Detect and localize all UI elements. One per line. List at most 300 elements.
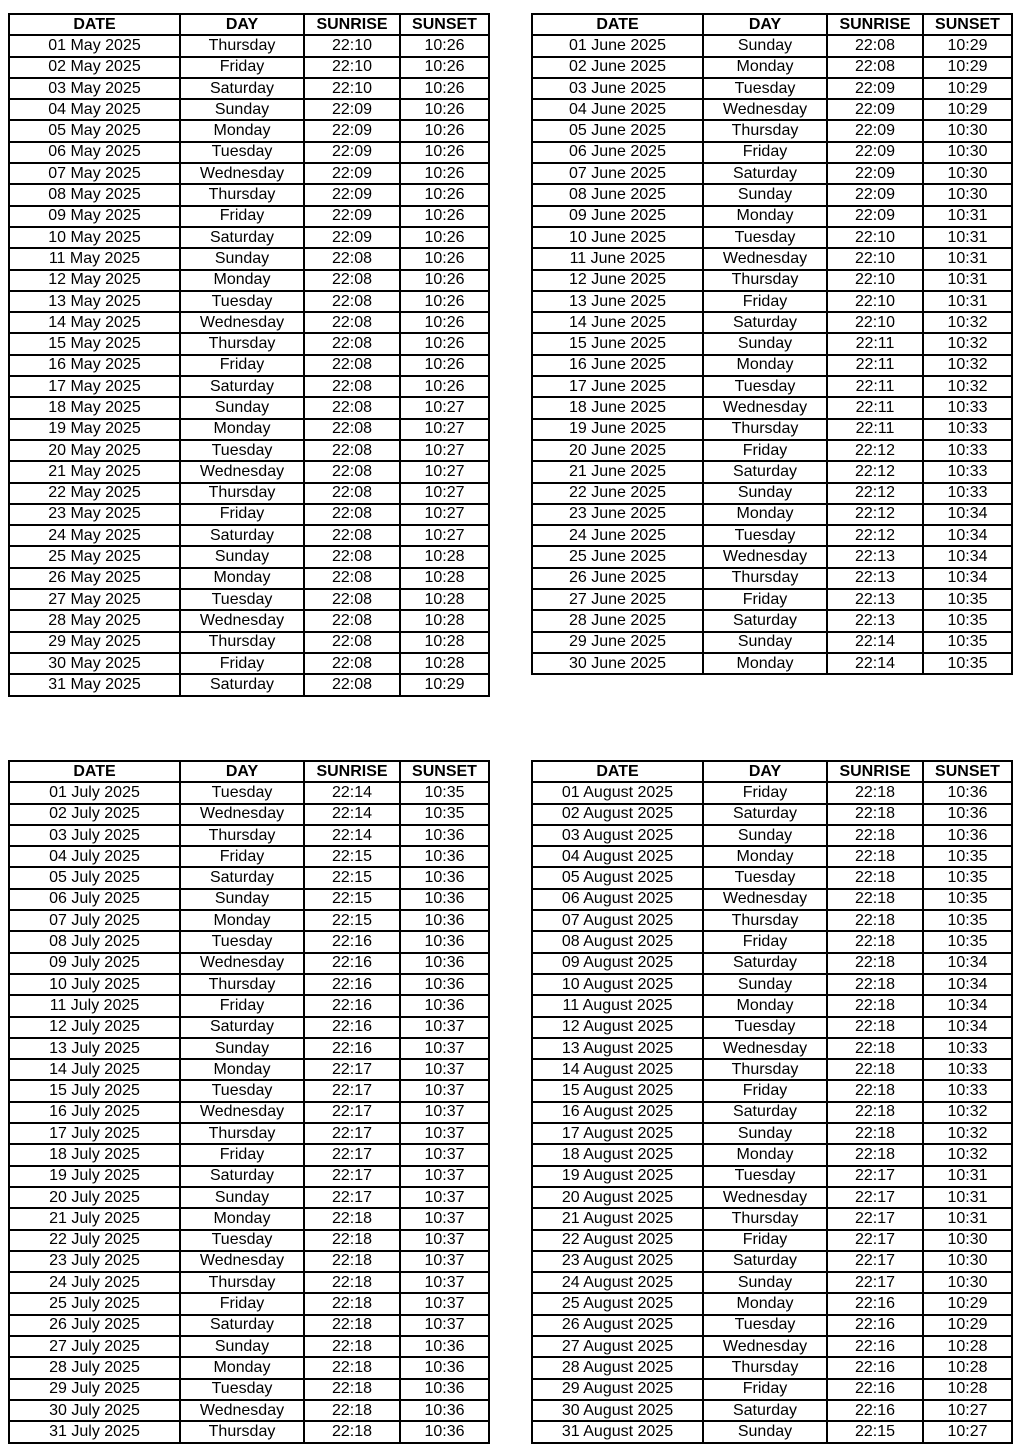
table-row (532, 867, 1012, 888)
day-cell: Friday (180, 504, 304, 525)
table-row (532, 120, 1012, 141)
table-row (532, 1293, 1012, 1314)
table-row (532, 610, 1012, 631)
sunset-cell: 10:37 (400, 1144, 489, 1165)
day-cell: Friday (180, 653, 304, 674)
date-cell: 28 July 2025 (9, 1357, 180, 1378)
day-cell: Tuesday (703, 867, 827, 888)
day-cell: Sunday (180, 889, 304, 910)
table-row (9, 206, 489, 227)
sunrise-cell: 22:09 (304, 184, 400, 205)
table-row (532, 568, 1012, 589)
date-cell: 04 August 2025 (532, 846, 703, 867)
sunrise-cell: 22:13 (827, 589, 923, 610)
sunrise-cell: 22:16 (304, 1017, 400, 1038)
day-cell: Sunday (180, 1336, 304, 1357)
table-row (532, 1421, 1012, 1442)
day-cell: Monday (180, 568, 304, 589)
day-cell: Sunday (703, 333, 827, 354)
date-cell: 23 June 2025 (532, 504, 703, 525)
table-row (532, 1080, 1012, 1101)
day-cell: Thursday (180, 1123, 304, 1144)
date-cell: 09 August 2025 (532, 953, 703, 974)
date-cell: 23 July 2025 (9, 1251, 180, 1272)
sunrise-cell: 22:17 (827, 1230, 923, 1251)
date-cell: 09 May 2025 (9, 206, 180, 227)
date-cell: 02 May 2025 (9, 57, 180, 78)
sunrise-cell: 22:18 (304, 1336, 400, 1357)
sunset-cell: 10:35 (923, 610, 1012, 631)
table-row (532, 632, 1012, 653)
sunset-cell: 10:27 (400, 525, 489, 546)
sunset-cell: 10:35 (923, 889, 1012, 910)
sunrise-cell: 22:18 (827, 889, 923, 910)
day-cell: Wednesday (180, 1102, 304, 1123)
sunset-cell: 10:37 (400, 1059, 489, 1080)
header-date: DATE (9, 14, 180, 35)
sun-table-july (8, 760, 490, 1444)
sunset-cell: 10:30 (923, 1272, 1012, 1293)
day-cell: Friday (180, 995, 304, 1016)
date-cell: 04 June 2025 (532, 99, 703, 120)
table-row (532, 974, 1012, 995)
sunset-cell: 10:33 (923, 1038, 1012, 1059)
date-cell: 22 May 2025 (9, 483, 180, 504)
date-cell: 28 June 2025 (532, 610, 703, 631)
table-row (9, 995, 489, 1016)
sunrise-cell: 22:17 (304, 1080, 400, 1101)
sunset-cell: 10:28 (400, 632, 489, 653)
day-cell: Monday (703, 504, 827, 525)
date-cell: 30 August 2025 (532, 1400, 703, 1421)
table-row (9, 931, 489, 952)
sunset-cell: 10:34 (923, 953, 1012, 974)
table-row (9, 1038, 489, 1059)
sunset-cell: 10:37 (400, 1080, 489, 1101)
table-row (532, 57, 1012, 78)
sunset-cell: 10:33 (923, 461, 1012, 482)
date-cell: 09 July 2025 (9, 953, 180, 974)
sunrise-cell: 22:16 (304, 995, 400, 1016)
table-row (532, 1251, 1012, 1272)
table-row (532, 248, 1012, 269)
table-row (9, 825, 489, 846)
sunrise-cell: 22:08 (304, 376, 400, 397)
table-row (532, 589, 1012, 610)
table-row (9, 1315, 489, 1336)
sunrise-cell: 22:18 (827, 825, 923, 846)
date-cell: 18 July 2025 (9, 1144, 180, 1165)
day-cell: Monday (180, 1059, 304, 1080)
date-cell: 20 August 2025 (532, 1187, 703, 1208)
table-row (9, 1102, 489, 1123)
table-row (532, 1357, 1012, 1378)
sunrise-cell: 22:18 (827, 995, 923, 1016)
sunset-cell: 10:27 (400, 483, 489, 504)
header-row (532, 14, 1012, 35)
date-cell: 21 June 2025 (532, 461, 703, 482)
date-cell: 08 July 2025 (9, 931, 180, 952)
day-cell: Tuesday (180, 1379, 304, 1400)
table-row (532, 825, 1012, 846)
table-row (9, 419, 489, 440)
day-cell: Friday (703, 440, 827, 461)
sunset-cell: 10:36 (923, 782, 1012, 803)
date-cell: 15 May 2025 (9, 333, 180, 354)
sunrise-cell: 22:09 (304, 163, 400, 184)
day-cell: Tuesday (180, 1080, 304, 1101)
day-cell: Wednesday (180, 1251, 304, 1272)
sunrise-cell: 22:13 (827, 568, 923, 589)
table-row (9, 227, 489, 248)
day-cell: Saturday (703, 1251, 827, 1272)
date-cell: 07 July 2025 (9, 910, 180, 931)
table-row (9, 1208, 489, 1229)
sunset-cell: 10:27 (923, 1400, 1012, 1421)
sunrise-cell: 22:09 (827, 99, 923, 120)
day-cell: Friday (180, 206, 304, 227)
date-cell: 30 July 2025 (9, 1400, 180, 1421)
table-row (9, 1166, 489, 1187)
sunset-cell: 10:34 (923, 995, 1012, 1016)
sunrise-cell: 22:13 (827, 546, 923, 567)
sunrise-cell: 22:10 (304, 78, 400, 99)
day-cell: Friday (180, 1293, 304, 1314)
sunset-cell: 10:34 (923, 546, 1012, 567)
date-cell: 28 August 2025 (532, 1357, 703, 1378)
sunset-cell: 10:32 (923, 312, 1012, 333)
day-cell: Wednesday (180, 1400, 304, 1421)
table-row (9, 57, 489, 78)
date-cell: 03 June 2025 (532, 78, 703, 99)
table-row (9, 974, 489, 995)
table-row (9, 632, 489, 653)
day-cell: Tuesday (180, 1230, 304, 1251)
table-row (532, 419, 1012, 440)
date-cell: 29 June 2025 (532, 632, 703, 653)
date-cell: 10 May 2025 (9, 227, 180, 248)
day-cell: Sunday (703, 184, 827, 205)
day-cell: Tuesday (703, 1166, 827, 1187)
sunrise-cell: 22:14 (304, 825, 400, 846)
date-cell: 10 August 2025 (532, 974, 703, 995)
day-cell: Thursday (703, 1357, 827, 1378)
day-cell: Friday (703, 589, 827, 610)
table-row (532, 525, 1012, 546)
day-cell: Friday (180, 355, 304, 376)
sunrise-cell: 22:09 (827, 120, 923, 141)
day-cell: Monday (703, 206, 827, 227)
header-sunset: SUNSET (923, 14, 1012, 35)
sunrise-cell: 22:17 (827, 1187, 923, 1208)
sunrise-cell: 22:18 (304, 1230, 400, 1251)
table-row (532, 376, 1012, 397)
date-cell: 13 June 2025 (532, 291, 703, 312)
sunrise-cell: 22:18 (304, 1272, 400, 1293)
date-cell: 24 June 2025 (532, 525, 703, 546)
day-cell: Saturday (703, 163, 827, 184)
day-cell: Sunday (180, 546, 304, 567)
sunset-cell: 10:27 (400, 397, 489, 418)
day-cell: Friday (703, 931, 827, 952)
day-cell: Wednesday (703, 248, 827, 269)
sunrise-cell: 22:08 (304, 333, 400, 354)
day-cell: Wednesday (703, 99, 827, 120)
sunset-cell: 10:36 (400, 1400, 489, 1421)
header-date: DATE (532, 14, 703, 35)
sunset-cell: 10:36 (400, 995, 489, 1016)
table-row (9, 1421, 489, 1442)
date-cell: 17 July 2025 (9, 1123, 180, 1144)
sunset-cell: 10:35 (923, 931, 1012, 952)
sunrise-cell: 22:09 (827, 142, 923, 163)
table-row (532, 1272, 1012, 1293)
day-cell: Friday (180, 1144, 304, 1165)
sunrise-cell: 22:17 (827, 1166, 923, 1187)
day-cell: Wednesday (703, 546, 827, 567)
day-cell: Monday (180, 910, 304, 931)
date-cell: 31 May 2025 (9, 674, 180, 695)
sunrise-cell: 22:08 (304, 568, 400, 589)
sunrise-cell: 22:08 (304, 291, 400, 312)
sunrise-cell: 22:15 (304, 867, 400, 888)
day-cell: Saturday (180, 867, 304, 888)
date-cell: 25 May 2025 (9, 546, 180, 567)
date-cell: 14 August 2025 (532, 1059, 703, 1080)
day-cell: Thursday (180, 1272, 304, 1293)
sunset-cell: 10:26 (400, 99, 489, 120)
day-cell: Friday (703, 291, 827, 312)
sunrise-cell: 22:14 (827, 632, 923, 653)
day-cell: Wednesday (180, 461, 304, 482)
sunrise-cell: 22:11 (827, 355, 923, 376)
sunset-cell: 10:28 (400, 610, 489, 631)
day-cell: Sunday (703, 483, 827, 504)
table-row (532, 355, 1012, 376)
table-row (9, 568, 489, 589)
sunrise-cell: 22:18 (827, 1102, 923, 1123)
date-cell: 22 June 2025 (532, 483, 703, 504)
day-cell: Thursday (703, 1059, 827, 1080)
sunset-cell: 10:33 (923, 397, 1012, 418)
date-cell: 01 May 2025 (9, 35, 180, 56)
sunset-cell: 10:36 (400, 1379, 489, 1400)
sunset-cell: 10:36 (400, 931, 489, 952)
sunrise-cell: 22:17 (827, 1251, 923, 1272)
table-row (9, 78, 489, 99)
date-cell: 01 August 2025 (532, 782, 703, 803)
sunset-cell: 10:29 (923, 1315, 1012, 1336)
table-row (9, 312, 489, 333)
day-cell: Thursday (180, 333, 304, 354)
date-cell: 15 June 2025 (532, 333, 703, 354)
date-cell: 03 July 2025 (9, 825, 180, 846)
day-cell: Monday (703, 57, 827, 78)
sunset-cell: 10:26 (400, 312, 489, 333)
sunrise-cell: 22:18 (304, 1208, 400, 1229)
sunrise-cell: 22:17 (304, 1166, 400, 1187)
table-row (9, 1017, 489, 1038)
date-cell: 07 May 2025 (9, 163, 180, 184)
table-row (532, 995, 1012, 1016)
sunset-cell: 10:37 (400, 1166, 489, 1187)
table-row (9, 782, 489, 803)
sunset-cell: 10:36 (923, 804, 1012, 825)
sunrise-cell: 22:10 (304, 57, 400, 78)
table-row (532, 1336, 1012, 1357)
sunrise-cell: 22:10 (827, 248, 923, 269)
date-cell: 17 June 2025 (532, 376, 703, 397)
sun-table-may (8, 13, 490, 697)
date-cell: 12 May 2025 (9, 270, 180, 291)
sunset-cell: 10:35 (923, 867, 1012, 888)
date-cell: 20 June 2025 (532, 440, 703, 461)
sunrise-cell: 22:15 (304, 889, 400, 910)
table-row (9, 1272, 489, 1293)
sunset-cell: 10:26 (400, 142, 489, 163)
sunset-cell: 10:35 (400, 782, 489, 803)
table-row (532, 397, 1012, 418)
date-cell: 26 August 2025 (532, 1315, 703, 1336)
date-cell: 07 June 2025 (532, 163, 703, 184)
day-cell: Tuesday (703, 227, 827, 248)
sunrise-cell: 22:08 (304, 504, 400, 525)
table-row (9, 355, 489, 376)
day-cell: Wednesday (703, 1187, 827, 1208)
sunset-cell: 10:28 (923, 1336, 1012, 1357)
sunset-cell: 10:34 (923, 568, 1012, 589)
date-cell: 07 August 2025 (532, 910, 703, 931)
sunset-cell: 10:26 (400, 248, 489, 269)
date-cell: 31 July 2025 (9, 1421, 180, 1442)
day-cell: Saturday (703, 461, 827, 482)
sunset-cell: 10:34 (923, 974, 1012, 995)
sunset-cell: 10:32 (923, 333, 1012, 354)
sunset-cell: 10:37 (400, 1251, 489, 1272)
day-cell: Thursday (180, 974, 304, 995)
sunset-cell: 10:26 (400, 120, 489, 141)
sunset-cell: 10:26 (400, 376, 489, 397)
date-cell: 16 June 2025 (532, 355, 703, 376)
table-row (532, 206, 1012, 227)
sunrise-cell: 22:09 (304, 206, 400, 227)
date-cell: 08 May 2025 (9, 184, 180, 205)
table-row (9, 525, 489, 546)
day-cell: Tuesday (703, 78, 827, 99)
date-cell: 25 June 2025 (532, 546, 703, 567)
table-row (532, 953, 1012, 974)
table-row (532, 1315, 1012, 1336)
sunset-cell: 10:35 (923, 632, 1012, 653)
table-row (9, 1251, 489, 1272)
sunrise-cell: 22:18 (827, 804, 923, 825)
day-cell: Wednesday (703, 1038, 827, 1059)
date-cell: 19 June 2025 (532, 419, 703, 440)
date-cell: 26 May 2025 (9, 568, 180, 589)
table-row (532, 291, 1012, 312)
sunset-cell: 10:32 (923, 1102, 1012, 1123)
sunset-cell: 10:28 (400, 653, 489, 674)
table-row (9, 99, 489, 120)
sunrise-cell: 22:12 (827, 504, 923, 525)
sunrise-cell: 22:11 (827, 333, 923, 354)
date-cell: 06 June 2025 (532, 142, 703, 163)
day-cell: Saturday (703, 312, 827, 333)
table-row (532, 227, 1012, 248)
day-cell: Saturday (180, 1017, 304, 1038)
sunset-cell: 10:37 (400, 1208, 489, 1229)
header-day: DAY (180, 761, 304, 782)
day-cell: Saturday (180, 227, 304, 248)
date-cell: 21 August 2025 (532, 1208, 703, 1229)
day-cell: Monday (703, 995, 827, 1016)
day-cell: Thursday (180, 1421, 304, 1442)
day-cell: Wednesday (180, 312, 304, 333)
sunrise-cell: 22:18 (304, 1315, 400, 1336)
date-cell: 06 August 2025 (532, 889, 703, 910)
table-row (532, 1123, 1012, 1144)
day-cell: Sunday (703, 1272, 827, 1293)
sunset-cell: 10:36 (400, 1421, 489, 1442)
table-row (532, 461, 1012, 482)
sunrise-cell: 22:09 (827, 206, 923, 227)
sunrise-cell: 22:18 (827, 1144, 923, 1165)
day-cell: Wednesday (180, 163, 304, 184)
date-cell: 05 August 2025 (532, 867, 703, 888)
sunrise-cell: 22:08 (304, 397, 400, 418)
day-cell: Friday (703, 1080, 827, 1101)
table-row (532, 78, 1012, 99)
sunset-cell: 10:37 (400, 1187, 489, 1208)
sunset-cell: 10:27 (400, 504, 489, 525)
table-row (9, 1400, 489, 1421)
date-cell: 24 August 2025 (532, 1272, 703, 1293)
table-row (532, 889, 1012, 910)
date-cell: 05 July 2025 (9, 867, 180, 888)
sunrise-cell: 22:11 (827, 397, 923, 418)
sunset-cell: 10:33 (923, 1059, 1012, 1080)
sunrise-cell: 22:16 (827, 1357, 923, 1378)
sunrise-cell: 22:08 (827, 35, 923, 56)
sunrise-cell: 22:08 (304, 440, 400, 461)
sunrise-cell: 22:08 (304, 632, 400, 653)
table-row (9, 674, 489, 695)
day-cell: Saturday (180, 78, 304, 99)
header-sunset: SUNSET (400, 761, 489, 782)
date-cell: 14 July 2025 (9, 1059, 180, 1080)
sunset-cell: 10:29 (923, 57, 1012, 78)
sunrise-cell: 22:08 (304, 248, 400, 269)
sunrise-cell: 22:18 (827, 931, 923, 952)
sunset-cell: 10:36 (400, 1357, 489, 1378)
sun-table-august (531, 760, 1013, 1444)
date-cell: 13 May 2025 (9, 291, 180, 312)
sunset-cell: 10:30 (923, 1251, 1012, 1272)
sunset-cell: 10:32 (923, 376, 1012, 397)
day-cell: Monday (703, 1144, 827, 1165)
table-row (532, 782, 1012, 803)
date-cell: 15 August 2025 (532, 1080, 703, 1101)
table-row (9, 1059, 489, 1080)
sunset-cell: 10:27 (400, 419, 489, 440)
day-cell: Wednesday (180, 804, 304, 825)
sunrise-cell: 22:10 (304, 35, 400, 56)
sunrise-cell: 22:16 (827, 1400, 923, 1421)
date-cell: 02 June 2025 (532, 57, 703, 78)
sunset-cell: 10:33 (923, 483, 1012, 504)
header-row (532, 761, 1012, 782)
sunrise-cell: 22:11 (827, 419, 923, 440)
